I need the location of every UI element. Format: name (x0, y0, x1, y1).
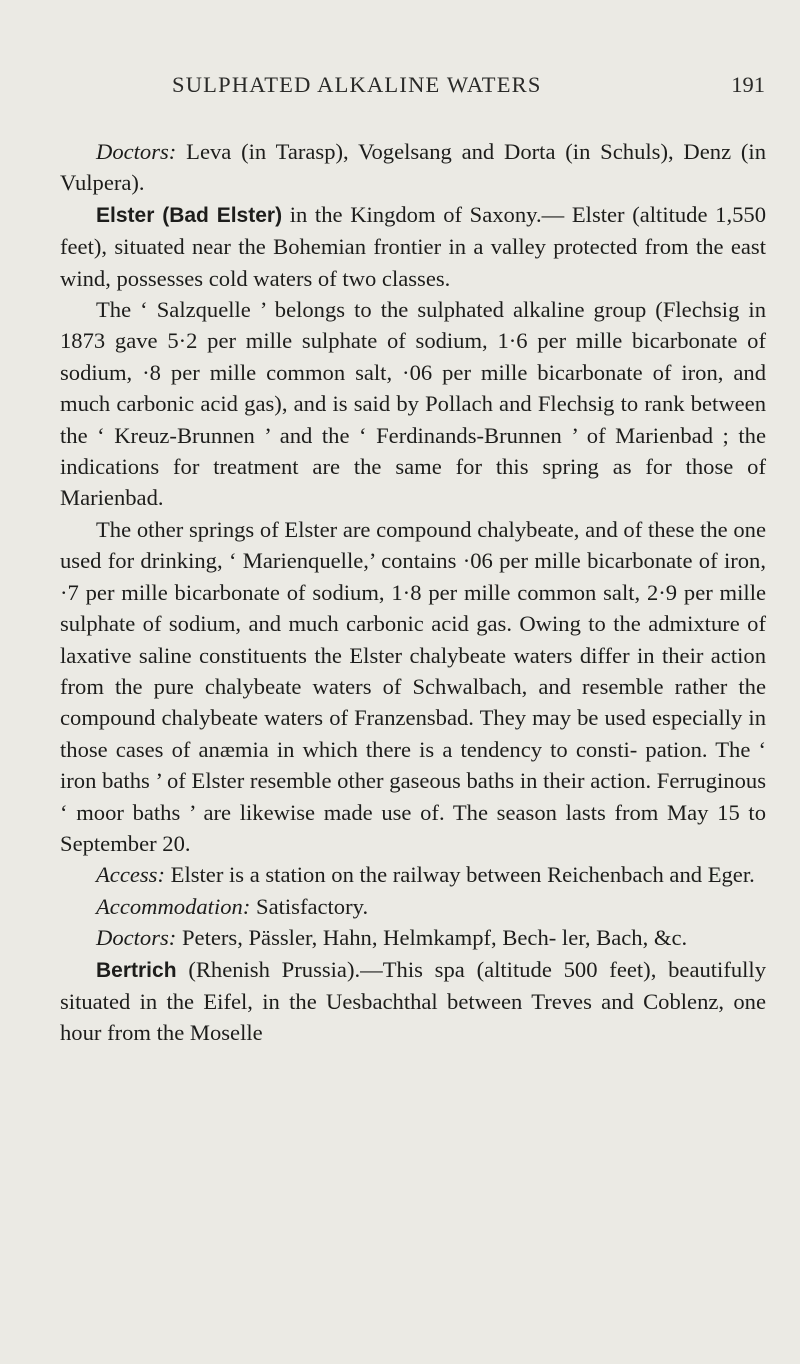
paragraph-text: The other springs of Elster are compound chalybeate, and of these the one used for drinking, ‘ Marienquelle,’ contains ·06 per mille bicarbonate of iron, ·7 per mille bicarbonate of sodium, 1·8 per mille common salt, 2·9 per mille sulphate of sodium, and much carbonic acid gas. Owing to the admixture of laxative saline constituents the Elster chalybeate waters differ in their action from the pure chalybeate waters of Schwalbach, and resemble rather the compound chalybeate waters of Franzensbad. They may be used especially in those cases of anæmia in which there is a tendency to consti- pation. The ‘ iron baths ’ of Elster resemble other gaseous baths in their action. Ferruginous ‘ moor baths ’ are likewise made use of. The season lasts from May 15 to September 20. (60, 516, 766, 856)
paragraph-text: (Rhenish Prussia).—This spa (altitude 500 feet), beautifully situated in the Eifel, in the Uesbachthal between Treves and Coblenz, one hour from the Moselle (60, 956, 766, 1046)
paragraph-bertrich (60, 954, 766, 1049)
paragraph-text: Leva (in Tarasp), Vogelsang and Dorta (in Schuls), Denz (in Vulpera). (60, 139, 766, 196)
paragraph-salzquelle (60, 294, 766, 514)
lead-doctors: Doctors: (96, 925, 177, 951)
paragraph-accommodation (60, 891, 766, 922)
paragraph-text: The ‘ Salzquelle ’ belongs to the sulphated alkaline group (Flechsig in 1873 gave 5·2 per mille sulphate of sodium, 1·6 per mille bicarbonate of sodium, ·8 per mille common salt, ·06 per mille bicarbonate of iron, and much carbonic acid gas), and is said by Pollach and Flechsig to rank between the ‘ Kreuz-Brunnen ’ and the ‘ Ferdinands-Brunnen ’ of Marienbad ; the indications for treatment are the same for this spring as for those of Marienbad. (60, 297, 766, 511)
paragraph-text: Elster is a station on the railway between Reichenbach and Eger. (165, 862, 755, 888)
running-head: SULPHATED ALKALINE WATERS (172, 72, 542, 97)
lead-doctors: Doctors: (96, 139, 177, 164)
entry-heading-bertrich: Bertrich (96, 958, 177, 982)
body-text (60, 136, 766, 1049)
paragraph-text: Peters, Pässler, Hahn, Helmkampf, Bech- ler, Bach, &c. (176, 925, 688, 951)
paragraph-elster-intro (60, 199, 766, 294)
page-header (172, 72, 765, 108)
paragraph-doctors-tarasp (60, 136, 766, 199)
paragraph-doctors-elster (60, 922, 766, 953)
entry-heading-elster: Elster (Bad Elster) (96, 203, 283, 227)
paragraph-access (60, 859, 766, 890)
paragraph-other-springs (60, 514, 766, 859)
lead-access: Access: (96, 862, 165, 888)
lead-accommodation: Accommodation: (96, 893, 251, 919)
paragraph-text: in the Kingdom of Saxony.— Elster (altitude 1,550 feet), situated near the Bohemian frontier in a valley protected from the east wind, possesses cold waters of two classes. (60, 201, 766, 291)
page-number: 191 (731, 72, 765, 97)
paragraph-text: Satisfactory. (250, 893, 369, 919)
